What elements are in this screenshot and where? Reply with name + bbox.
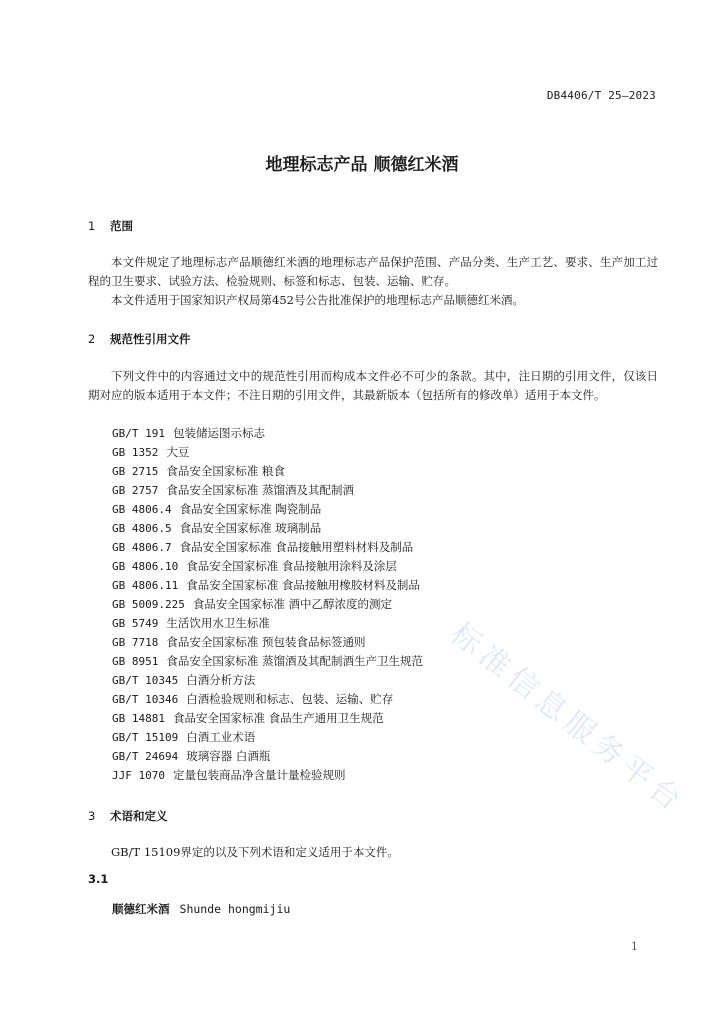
section-2-heading <box>88 331 191 347</box>
section-1-paragraph-2: 本文件适用于国家知识产权局第452号公告批准保护的地理标志产品顺德红米酒。 <box>111 293 524 307</box>
term-english: Shunde hongmijiu <box>179 902 291 916</box>
reference-item: GB 4806.7 食品安全国家标准 食品接触用塑料材料及制品 <box>112 540 414 554</box>
section-number: 1 <box>88 219 96 233</box>
reference-item: GB/T 191 包装储运图示标志 <box>112 426 265 440</box>
reference-item: GB 8951 食品安全国家标准 蒸馏酒及其配制酒生产卫生规范 <box>112 654 424 668</box>
term-entry <box>112 901 290 917</box>
term-chinese: 顺德红米酒 <box>112 902 170 916</box>
section-2-intro: 下列文件中的内容通过文中的规范性引用而构成本文件必不可少的条款。其中，注日期的引用文件，仅该日期对应的版本适用于本文件；不注日期的引用文件，其最新版本（包括所有的修改单）适用于本文件。 <box>88 369 658 402</box>
section-3-heading <box>88 808 168 824</box>
section-number: 2 <box>88 332 96 346</box>
section-title: 规范性引用文件 <box>110 332 191 346</box>
reference-item: GB 14881 食品安全国家标准 食品生产通用卫生规范 <box>112 711 384 725</box>
watermark: 标准信息服务平台 <box>443 616 693 822</box>
reference-item: GB/T 10346 白酒检验规则和标志、包装、运输、贮存 <box>112 692 394 706</box>
reference-item: GB 7718 食品安全国家标准 预包装食品标签通则 <box>112 635 366 649</box>
reference-item: JJF 1070 定量包装商品净含量计量检验规则 <box>112 768 346 782</box>
reference-item: GB/T 15109 白酒工业术语 <box>112 730 256 744</box>
reference-item: GB 4806.11 食品安全国家标准 食品接触用橡胶材料及制品 <box>112 578 420 592</box>
section-title: 术语和定义 <box>110 809 168 823</box>
section-1-paragraph-1: 本文件规定了地理标志产品顺德红米酒的地理标志产品保护范围、产品分类、生产工艺、要求、生产加工过程的卫生要求、试验方法、检验规则、标签和标志、包装、运输、贮存。 <box>88 255 658 288</box>
section-1-heading <box>88 218 133 234</box>
section-title: 范围 <box>110 219 134 233</box>
reference-item: GB 5749 生活饮用水卫生标准 <box>112 616 270 630</box>
reference-item: GB 2715 食品安全国家标准 粮食 <box>112 464 286 478</box>
term-number: 3.1 <box>88 872 109 886</box>
document-title: 地理标志产品 顺德红米酒 <box>265 155 459 175</box>
standard-number: DB4406/T 25—2023 <box>546 89 656 102</box>
section-3-intro: GB/T 15109界定的以及下列术语和定义适用于本文件。 <box>111 845 399 859</box>
reference-item: GB 4806.10 食品安全国家标准 食品接触用涂料及涂层 <box>112 559 397 573</box>
reference-list <box>112 424 423 785</box>
reference-item: GB 2757 食品安全国家标准 蒸馏酒及其配制酒 <box>112 483 355 497</box>
page-number: 1 <box>631 940 638 953</box>
reference-item: GB/T 24694 玻璃容器 白酒瓶 <box>112 749 271 763</box>
section-number: 3 <box>88 809 96 823</box>
reference-item: GB/T 10345 白酒分析方法 <box>112 673 256 687</box>
reference-item: GB 5009.225 食品安全国家标准 酒中乙醇浓度的测定 <box>112 597 393 611</box>
reference-item: GB 1352 大豆 <box>112 445 190 459</box>
reference-item: GB 4806.4 食品安全国家标准 陶瓷制品 <box>112 502 322 516</box>
reference-item: GB 4806.5 食品安全国家标准 玻璃制品 <box>112 521 322 535</box>
